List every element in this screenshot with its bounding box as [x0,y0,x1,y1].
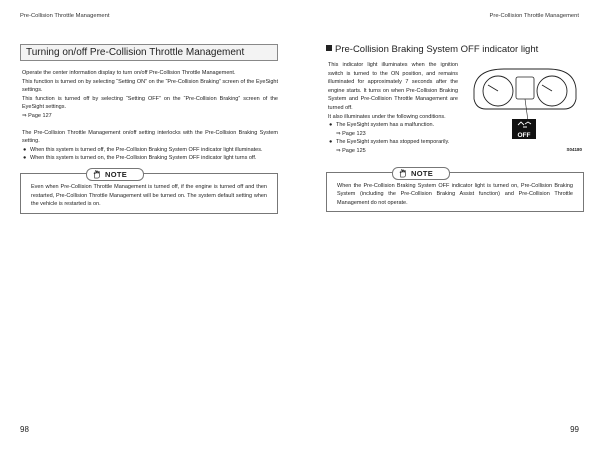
black-square-icon [326,45,332,51]
note-text: When the Pre-Collision Braking System OFF indicator light is turned on, Pre-Collision Braking System (including the Pre-Collision Braking Assist function) and Pre-Collision Throttle Management do not operate. [337,182,573,206]
page-reference: ⇒ Page 127 [22,112,52,119]
bullet-dot: ● [329,139,333,146]
paragraph-indicator: This indicator light illuminates when the ignition switch is turned to the ON position, and remains illuminated for approximately 7 seconds after the engine starts. It turns on when Pre-Collision Braking System and Pre-Collision Throttle Management are turned off. [328,62,458,111]
bullet-text: The EyeSight system has a malfunction. [336,122,435,129]
note-hand-icon [398,169,407,178]
note-text: Even when Pre-Collision Throttle Management is turned off, if the engine is turned off and then restarted, Pre-Collision Throttle Management will be turned on. The system default setting when the vehicle is restarted is on. [31,183,267,208]
paragraph-conditions: It also illuminates under the following conditions. [328,113,446,120]
note-label: NOTE [105,169,128,179]
page-reference: ⇒ Page 123 [336,130,366,137]
bullet-dot: ● [23,155,27,162]
bullet-text: When this system is turned on, the Pre-Collision Braking System OFF indicator light turns off. [30,155,257,162]
note-box [20,169,278,214]
right-text-column [326,61,458,156]
note-hand-icon [92,170,101,179]
paragraph-intro-3: This function is turned off by selecting “Setting OFF” on the “Pre-Collision Braking” screen of the EyeSight settings. [22,95,278,111]
right-page-content [326,44,584,212]
note-tab [392,167,450,180]
bullet-text: The EyeSight system has stopped temporarily. [336,139,450,146]
section-title-right [326,44,584,55]
instrument-cluster-illustration [466,61,584,153]
paragraph-intro-2: This function is turned on by selecting “Setting ON” on the “Pre-Collision Braking” screen of the EyeSight settings. [22,78,278,94]
page-number-right: 99 [570,425,579,434]
page-number-left: 98 [20,425,29,434]
off-indicator-label: OFF [517,132,531,139]
center-display [516,77,534,99]
bullet-item [328,138,458,147]
section-heading-box [20,44,278,61]
bullet-text: When this system is turned off, the Pre-Collision Braking System OFF indicator light illuminates. [30,146,263,153]
section-title: Turning on/off Pre-Collision Throttle Management [26,47,245,58]
bullet-item [22,146,278,155]
paragraph-intro-1: Operate the center information display to turn on/off Pre-Collision Throttle Management. [22,70,236,76]
running-header-left: Pre-Collision Throttle Management [20,13,110,19]
running-header-right: Pre-Collision Throttle Management [489,13,579,19]
bullet-item [22,154,278,163]
left-page-content [20,44,278,214]
bullet-dot: ● [329,122,333,129]
page-reference: ⇒ Page 125 [336,147,366,154]
note-tab [86,168,144,181]
note-box-right [326,168,584,213]
bullet-item [328,121,458,130]
illustration-code: S04180 [566,147,582,152]
note-label: NOTE [411,168,434,178]
section-title-text: Pre-Collision Braking System OFF indicator light [335,44,539,55]
bullet-dot: ● [23,146,27,153]
paragraph-interlock: The Pre-Collision Throttle Management on/off setting interlocks with the Pre-Collision Braking System setting. [22,129,278,145]
